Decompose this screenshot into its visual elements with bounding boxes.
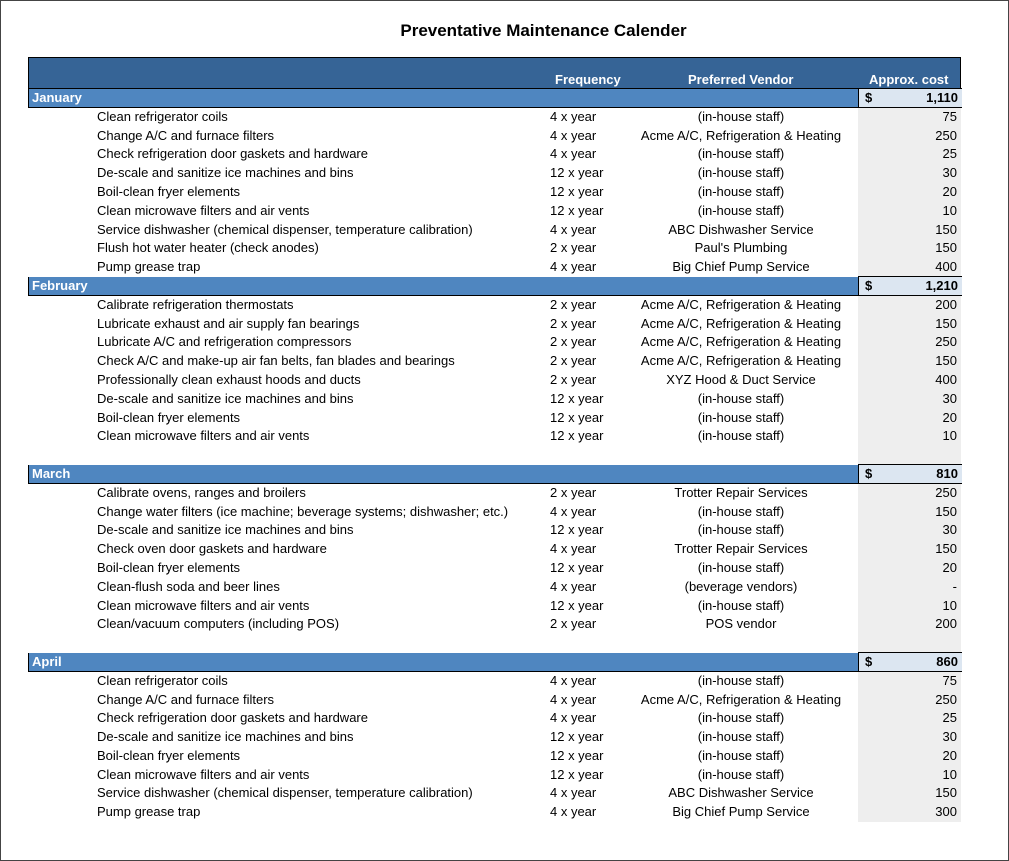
- task-cost: 200: [858, 296, 961, 315]
- task-frequency: 4 x year: [550, 127, 597, 143]
- month-total: 1,110: [926, 90, 958, 105]
- blank-row: [28, 446, 961, 465]
- task-cost: 300: [858, 803, 961, 822]
- table-row: [28, 540, 961, 559]
- task-cost: 150: [858, 352, 961, 371]
- task-frequency: 12 x year: [550, 597, 604, 613]
- task-name: Boil-clean fryer elements: [97, 183, 241, 199]
- task-cost: 150: [858, 315, 961, 334]
- task-name: Change water filters (ice machine; beverage systems; dishwasher; etc.): [97, 503, 509, 519]
- task-name: Check A/C and make-up air fan belts, fan blades and bearings: [97, 353, 455, 369]
- task-cost: 250: [858, 333, 961, 352]
- table-row: [28, 503, 961, 522]
- task-frequency: 4 x year: [550, 108, 597, 124]
- task-name: Pump grease trap: [97, 259, 201, 275]
- task-vendor: (in-house staff): [697, 672, 785, 688]
- task-vendor: (in-house staff): [697, 146, 785, 162]
- task-frequency: 4 x year: [550, 710, 597, 726]
- currency-symbol: $: [865, 465, 873, 481]
- task-name: Clean microwave filters and air vents: [97, 597, 310, 613]
- month-name: March: [32, 465, 71, 481]
- month-total-cell: [858, 88, 962, 108]
- task-name: Boil-clean fryer elements: [97, 747, 241, 763]
- table-row: [28, 578, 961, 597]
- table-row: [28, 296, 961, 315]
- table-row: [28, 352, 961, 371]
- task-cost: -: [858, 578, 961, 597]
- table-row: [28, 333, 961, 352]
- table-row: [28, 484, 961, 503]
- task-name: Professionally clean exhaust hoods and ducts: [97, 371, 361, 387]
- task-name: Calibrate ovens, ranges and broilers: [97, 484, 306, 500]
- task-vendor: Acme A/C, Refrigeration & Heating: [640, 334, 842, 350]
- cost-cell-empty: [858, 446, 961, 465]
- task-vendor: (in-house staff): [697, 597, 785, 613]
- task-cost: 20: [858, 747, 961, 766]
- currency-symbol: $: [865, 653, 873, 669]
- table-row: [28, 728, 961, 747]
- table-row: [28, 709, 961, 728]
- task-name: Change A/C and furnace filters: [97, 691, 275, 707]
- task-frequency: 12 x year: [550, 183, 604, 199]
- table-row: [28, 221, 961, 240]
- task-vendor: ABC Dishwasher Service: [668, 221, 814, 237]
- task-name: Check refrigeration door gaskets and hardware: [97, 710, 368, 726]
- task-cost: 250: [858, 127, 961, 146]
- task-cost: 75: [858, 108, 961, 127]
- task-vendor: (in-house staff): [697, 766, 785, 782]
- task-frequency: 12 x year: [550, 766, 604, 782]
- table-row: [28, 559, 961, 578]
- task-frequency: 12 x year: [550, 202, 604, 218]
- table-row: [28, 258, 961, 277]
- task-name: Service dishwasher (chemical dispenser, temperature calibration): [97, 785, 473, 801]
- task-vendor: (in-house staff): [697, 108, 785, 124]
- task-vendor: Big Chief Pump Service: [672, 804, 810, 820]
- task-cost: 10: [858, 766, 961, 785]
- task-frequency: 4 x year: [550, 691, 597, 707]
- currency-symbol: $: [865, 90, 873, 105]
- task-vendor: Acme A/C, Refrigeration & Heating: [640, 127, 842, 143]
- month-total: 1,210: [925, 277, 958, 293]
- task-name: Check refrigeration door gaskets and hardware: [97, 146, 368, 162]
- task-cost: 400: [858, 371, 961, 390]
- task-vendor: (in-house staff): [697, 165, 785, 181]
- task-frequency: 2 x year: [550, 616, 597, 632]
- task-cost: 10: [858, 597, 961, 616]
- currency-symbol: $: [865, 277, 873, 293]
- table-row: [28, 766, 961, 785]
- task-vendor: (in-house staff): [697, 522, 785, 538]
- table-row: [28, 202, 961, 221]
- task-name: Change A/C and furnace filters: [97, 127, 275, 143]
- header-cost: Approx. cost: [869, 72, 949, 87]
- task-frequency: 2 x year: [550, 240, 597, 256]
- task-name: Boil-clean fryer elements: [97, 559, 241, 575]
- task-cost: 150: [858, 540, 961, 559]
- task-frequency: 4 x year: [550, 578, 597, 594]
- table-row: [28, 371, 961, 390]
- task-name: Boil-clean fryer elements: [97, 409, 241, 425]
- task-vendor: (in-house staff): [697, 390, 785, 406]
- header-vendor: Preferred Vendor: [688, 72, 794, 87]
- month-row-april: [28, 653, 961, 672]
- table-row: [28, 615, 961, 634]
- task-vendor: (in-house staff): [697, 409, 785, 425]
- task-cost: 30: [858, 728, 961, 747]
- task-frequency: 2 x year: [550, 371, 597, 387]
- task-cost: 250: [858, 691, 961, 710]
- header-frequency: Frequency: [555, 72, 621, 87]
- task-cost: 150: [858, 239, 961, 258]
- task-frequency: 2 x year: [550, 484, 597, 500]
- task-name: Flush hot water heater (check anodes): [97, 240, 319, 256]
- task-name: Clean refrigerator coils: [97, 672, 228, 688]
- task-cost: 30: [858, 164, 961, 183]
- month-total-cell: [858, 276, 962, 296]
- task-vendor: (in-house staff): [697, 559, 785, 575]
- task-frequency: 2 x year: [550, 296, 597, 312]
- task-vendor: Paul's Plumbing: [694, 240, 788, 256]
- task-cost: 150: [858, 503, 961, 522]
- task-name: Clean microwave filters and air vents: [97, 428, 310, 444]
- table-row: [28, 784, 961, 803]
- table-row: [28, 521, 961, 540]
- task-vendor: Acme A/C, Refrigeration & Heating: [640, 353, 842, 369]
- table-row: [28, 803, 961, 822]
- table-row: [28, 127, 961, 146]
- table-row: [28, 145, 961, 164]
- task-cost: 150: [858, 221, 961, 240]
- task-cost: 20: [858, 559, 961, 578]
- table-row: [28, 239, 961, 258]
- task-vendor: POS vendor: [705, 616, 777, 632]
- task-cost: 20: [858, 183, 961, 202]
- task-vendor: (in-house staff): [697, 710, 785, 726]
- task-frequency: 4 x year: [550, 804, 597, 820]
- task-cost: 30: [858, 521, 961, 540]
- task-vendor: XYZ Hood & Duct Service: [666, 371, 816, 387]
- task-cost: 150: [858, 784, 961, 803]
- table-row: [28, 183, 961, 202]
- task-frequency: 12 x year: [550, 559, 604, 575]
- task-vendor: Acme A/C, Refrigeration & Heating: [640, 315, 842, 331]
- task-vendor: (beverage vendors): [684, 578, 798, 594]
- task-frequency: 12 x year: [550, 428, 604, 444]
- task-name: De-scale and sanitize ice machines and bins: [97, 390, 354, 406]
- task-name: De-scale and sanitize ice machines and bins: [97, 729, 354, 745]
- task-cost: 30: [858, 390, 961, 409]
- task-frequency: 4 x year: [550, 503, 597, 519]
- month-total: 810: [936, 465, 958, 481]
- task-name: De-scale and sanitize ice machines and bins: [97, 165, 354, 181]
- table-row: [28, 164, 961, 183]
- table-row: [28, 108, 961, 127]
- blank-row: [28, 634, 961, 653]
- table-row: [28, 315, 961, 334]
- task-name: Pump grease trap: [97, 804, 201, 820]
- task-cost: 10: [858, 202, 961, 221]
- task-name: Clean microwave filters and air vents: [97, 202, 310, 218]
- maintenance-table: [28, 57, 961, 822]
- task-name: Service dishwasher (chemical dispenser, temperature calibration): [97, 221, 473, 237]
- task-cost: 10: [858, 427, 961, 446]
- task-frequency: 12 x year: [550, 390, 604, 406]
- task-frequency: 4 x year: [550, 146, 597, 162]
- month-name: April: [32, 653, 62, 669]
- task-frequency: 2 x year: [550, 353, 597, 369]
- task-frequency: 4 x year: [550, 541, 597, 557]
- task-name: Clean refrigerator coils: [97, 108, 228, 124]
- month-row-march: [28, 465, 961, 484]
- table-header: [28, 57, 961, 89]
- task-name: Lubricate A/C and refrigeration compressors: [97, 334, 352, 350]
- task-cost: 20: [858, 409, 961, 428]
- task-name: Clean/vacuum computers (including POS): [97, 616, 340, 632]
- table-row: [28, 597, 961, 616]
- task-vendor: Trotter Repair Services: [674, 484, 808, 500]
- task-vendor: (in-house staff): [697, 428, 785, 444]
- task-name: Clean-flush soda and beer lines: [97, 578, 280, 594]
- task-cost: 75: [858, 672, 961, 691]
- task-frequency: 2 x year: [550, 334, 597, 350]
- task-vendor: Trotter Repair Services: [674, 541, 808, 557]
- task-frequency: 12 x year: [550, 522, 604, 538]
- table-row: [28, 747, 961, 766]
- task-vendor: (in-house staff): [697, 183, 785, 199]
- task-vendor: Acme A/C, Refrigeration & Heating: [640, 691, 842, 707]
- task-frequency: 4 x year: [550, 785, 597, 801]
- task-name: De-scale and sanitize ice machines and bins: [97, 522, 354, 538]
- task-vendor: Big Chief Pump Service: [672, 259, 810, 275]
- task-vendor: (in-house staff): [697, 202, 785, 218]
- task-vendor: (in-house staff): [697, 503, 785, 519]
- task-frequency: 4 x year: [550, 221, 597, 237]
- task-cost: 250: [858, 484, 961, 503]
- month-row-february: [28, 277, 961, 296]
- task-cost: 200: [858, 615, 961, 634]
- task-vendor: (in-house staff): [697, 729, 785, 745]
- task-name: Calibrate refrigeration thermostats: [97, 296, 294, 312]
- task-name: Check oven door gaskets and hardware: [97, 541, 327, 557]
- table-row: [28, 390, 961, 409]
- task-vendor: Acme A/C, Refrigeration & Heating: [640, 296, 842, 312]
- table-row: [28, 409, 961, 428]
- task-vendor: ABC Dishwasher Service: [668, 785, 814, 801]
- task-frequency: 12 x year: [550, 409, 604, 425]
- month-row-january: [28, 89, 961, 108]
- task-cost: 400: [858, 258, 961, 277]
- month-total-cell: [858, 652, 962, 672]
- month-total-cell: [858, 464, 962, 484]
- month-total: 860: [936, 653, 958, 669]
- task-frequency: 12 x year: [550, 747, 604, 763]
- task-frequency: 2 x year: [550, 315, 597, 331]
- task-name: Lubricate exhaust and air supply fan bearings: [97, 315, 360, 331]
- task-name: Clean microwave filters and air vents: [97, 766, 310, 782]
- task-frequency: 4 x year: [550, 259, 597, 275]
- task-cost: 25: [858, 709, 961, 728]
- month-name: February: [32, 277, 88, 293]
- task-frequency: 12 x year: [550, 165, 604, 181]
- task-cost: 25: [858, 145, 961, 164]
- task-frequency: 4 x year: [550, 672, 597, 688]
- table-row: [28, 691, 961, 710]
- task-frequency: 12 x year: [550, 729, 604, 745]
- cost-cell-empty: [858, 634, 961, 653]
- table-row: [28, 427, 961, 446]
- page-title: Preventative Maintenance Calender: [400, 21, 687, 40]
- task-vendor: (in-house staff): [697, 747, 785, 763]
- table-row: [28, 672, 961, 691]
- month-name: January: [32, 90, 82, 105]
